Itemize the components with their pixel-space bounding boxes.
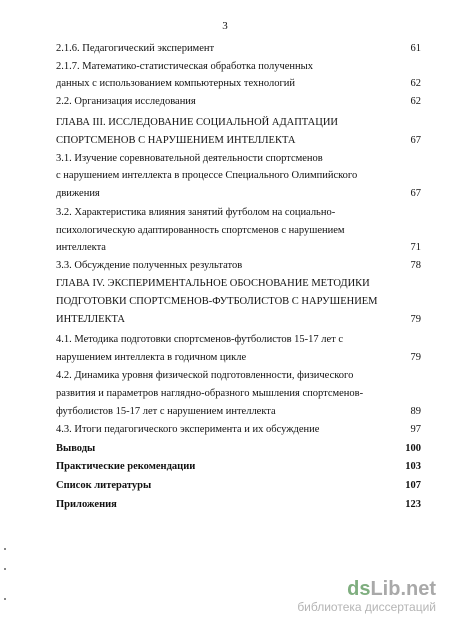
scan-edge-mark <box>4 598 6 600</box>
toc-entry-text: 2.1.7. Математико-статистическая обработка полученных <box>56 61 313 72</box>
toc-entry-text: интеллекта <box>56 242 106 253</box>
toc-entry-page: 61 <box>410 43 421 54</box>
toc-entry-text: ПОДГОТОВКИ СПОРТСМЕНОВ-ФУТБОЛИСТОВ С НАРУШЕНИЕМ <box>56 296 378 307</box>
toc-entry-text: 2.2. Организация исследования <box>56 96 196 107</box>
toc-entry <box>56 333 421 346</box>
toc-entry-page: 67 <box>410 188 421 199</box>
toc-entry <box>56 479 421 492</box>
toc-entry-text: 3.2. Характеристика влияния занятий футболом на социально- <box>56 207 336 218</box>
toc-entry-text: Приложения <box>56 499 117 510</box>
toc-entry-text: с нарушением интеллекта в процессе Специального Олимпийского <box>56 170 358 181</box>
toc-entry-text: ГЛАВА IV. ЭКСПЕРИМЕНТАЛЬНОЕ ОБОСНОВАНИЕ МЕТОДИКИ <box>56 278 370 289</box>
toc-entry-text: 4.3. Итоги педагогического эксперимента и их обсуждение <box>56 424 320 435</box>
toc-entry-text: движения <box>56 188 100 199</box>
toc-entry-text: данных с использованием компьютерных технологий <box>56 78 296 89</box>
toc-entry-text: психологическую адаптированность спортсменов с нарушением <box>56 225 345 236</box>
toc-entry <box>56 442 421 455</box>
toc-entry <box>56 206 421 219</box>
toc-entry <box>56 77 421 90</box>
watermark-logo-lib: Lib.net <box>370 578 436 600</box>
toc-entry-text: ИНТЕЛЛЕКТА <box>56 314 125 325</box>
toc-entry-page: 103 <box>405 461 421 472</box>
toc-entry-page: 62 <box>410 78 421 89</box>
toc-entry <box>56 169 421 182</box>
toc-entry-page: 89 <box>410 406 421 417</box>
toc-entry-page: 79 <box>410 352 421 363</box>
toc-entry <box>56 224 421 237</box>
toc-entry-text: СПОРТСМЕНОВ С НАРУШЕНИЕМ ИНТЕЛЛЕКТА <box>56 135 296 146</box>
toc-entry <box>56 369 421 382</box>
toc-entry <box>56 152 421 165</box>
toc-entry <box>56 42 421 55</box>
watermark-logo-ds: ds <box>347 578 371 600</box>
toc-entry-text: ГЛАВА III. ИССЛЕДОВАНИЕ СОЦИАЛЬНОЙ АДАПТАЦИИ <box>56 117 339 128</box>
toc-entry-page: 67 <box>410 135 421 146</box>
toc-entry <box>56 134 421 147</box>
toc-entry <box>56 387 421 400</box>
toc-entry-page: 97 <box>410 424 421 435</box>
toc-entry-page: 71 <box>410 242 421 253</box>
toc-entry-text: Выводы <box>56 443 96 454</box>
page-number: 3 <box>222 20 228 32</box>
toc-entry <box>56 116 421 129</box>
watermark-tagline: библиотека диссертаций <box>297 600 436 614</box>
toc-entry <box>56 460 421 473</box>
toc-entry-page: 62 <box>410 96 421 107</box>
toc-entry-page: 78 <box>410 260 421 271</box>
toc-entry-text: 2.1.6. Педагогический эксперимент <box>56 43 215 54</box>
toc-entry-page: 107 <box>405 480 421 491</box>
toc-entry-text: 4.1. Методика подготовки спортсменов-футболистов 15-17 лет с <box>56 334 344 345</box>
toc-entry-text: Список литературы <box>56 480 152 491</box>
toc-entry <box>56 423 421 436</box>
toc-entry <box>56 313 421 326</box>
toc-entry <box>56 259 421 272</box>
toc-entry <box>56 241 421 254</box>
scan-edge-mark <box>4 548 6 550</box>
toc-entry-text: Практические рекомендации <box>56 461 196 472</box>
toc-entry-page: 79 <box>410 314 421 325</box>
toc-entry-text: 3.1. Изучение соревновательной деятельности спортсменов <box>56 153 323 164</box>
toc-entry <box>56 498 421 511</box>
toc-entry-text: нарушением интеллекта в годичном цикле <box>56 352 247 363</box>
toc-entry <box>56 277 421 290</box>
toc-entry-text: футболистов 15-17 лет с нарушением интеллекта <box>56 406 276 417</box>
toc-entry-page: 100 <box>405 443 421 454</box>
toc-entry <box>56 60 421 73</box>
toc-entry <box>56 351 421 364</box>
toc-entry <box>56 95 421 108</box>
scan-edge-mark <box>4 568 6 570</box>
toc-entry <box>56 295 421 308</box>
watermark <box>297 578 436 614</box>
toc-entry-page: 123 <box>405 499 421 510</box>
toc-entry-text: развития и параметров наглядно-образного мышления спортсменов- <box>56 388 364 399</box>
toc-entry-text: 4.2. Динамика уровня физической подготовленности, физического <box>56 370 354 381</box>
watermark-logo <box>297 578 436 600</box>
toc-entry <box>56 187 421 200</box>
toc-entry <box>56 405 421 418</box>
toc-entry-text: 3.3. Обсуждение полученных результатов <box>56 260 243 271</box>
